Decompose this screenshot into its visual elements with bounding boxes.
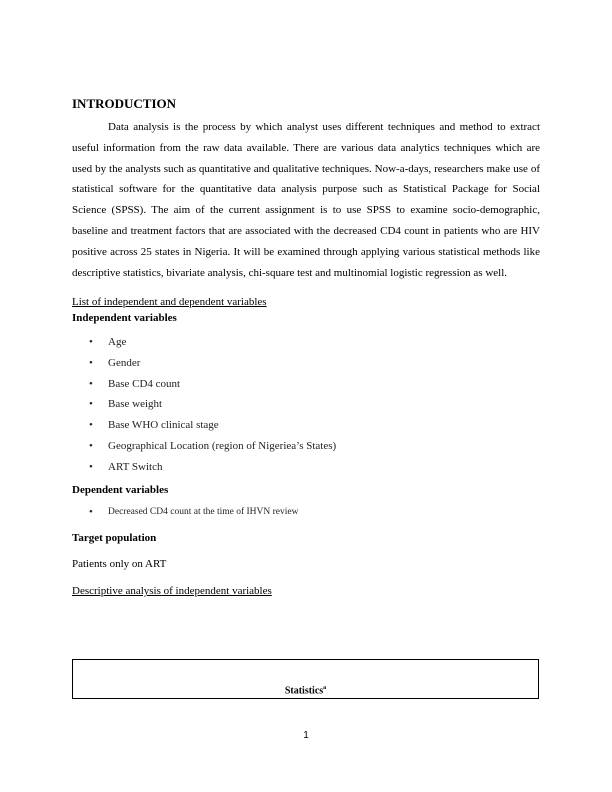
descriptive-analysis-heading: Descriptive analysis of independent variables: [72, 585, 272, 598]
list-item: • Base CD4 count: [72, 374, 540, 395]
statistics-table-title: [73, 685, 538, 696]
dependent-variables-heading: Dependent variables: [72, 484, 169, 497]
intro-paragraph: Data analysis is the process by which analyst uses different techniques and method to extract useful information from the raw data available. There are various data analytics techniques which are used by the analysts such as quantitative and qualitative techniques. Now-a-days, researchers make use of statistical software for the quantitative data analysis purpose such as Statistical Package for Social Science (SPSS). The aim of the current assignment is to use SPSS to examine socio-demographic, baseline and treatment factors that are associated with the decreased CD4 count in patients who are HIV positive across 25 states in Nigeria. It will be examined through applying various statistical methods like descriptive statistics, bivariate analysis, chi-square test and multinomial logistic regression as well.: [72, 121, 540, 279]
list-item: • Decreased CD4 count at the time of IHVN review: [72, 504, 540, 520]
statistics-footnote-marker: a: [323, 685, 327, 691]
section-heading: INTRODUCTION: [72, 96, 177, 111]
statistics-table: [72, 659, 539, 699]
list-item: • Geographical Location (region of Nigeriea’s States): [72, 436, 540, 457]
variables-list-heading: List of independent and dependent variables: [72, 296, 267, 309]
list-item: • Base WHO clinical stage: [72, 415, 540, 436]
list-item: • Gender: [72, 353, 540, 374]
independent-variables-list: [72, 332, 540, 477]
list-item: • Age: [72, 332, 540, 353]
independent-variables-heading: Independent variables: [72, 312, 177, 325]
statistics-title-text: Statistics: [284, 685, 324, 697]
list-item: • Base weight: [72, 394, 540, 415]
dependent-variables-list: [72, 504, 540, 520]
page-number: 1: [303, 730, 309, 741]
page-content: [72, 95, 540, 598]
list-item: • ART Switch: [72, 457, 540, 478]
target-population-text: Patients only on ART: [72, 558, 167, 571]
target-population-heading: Target population: [72, 532, 157, 545]
